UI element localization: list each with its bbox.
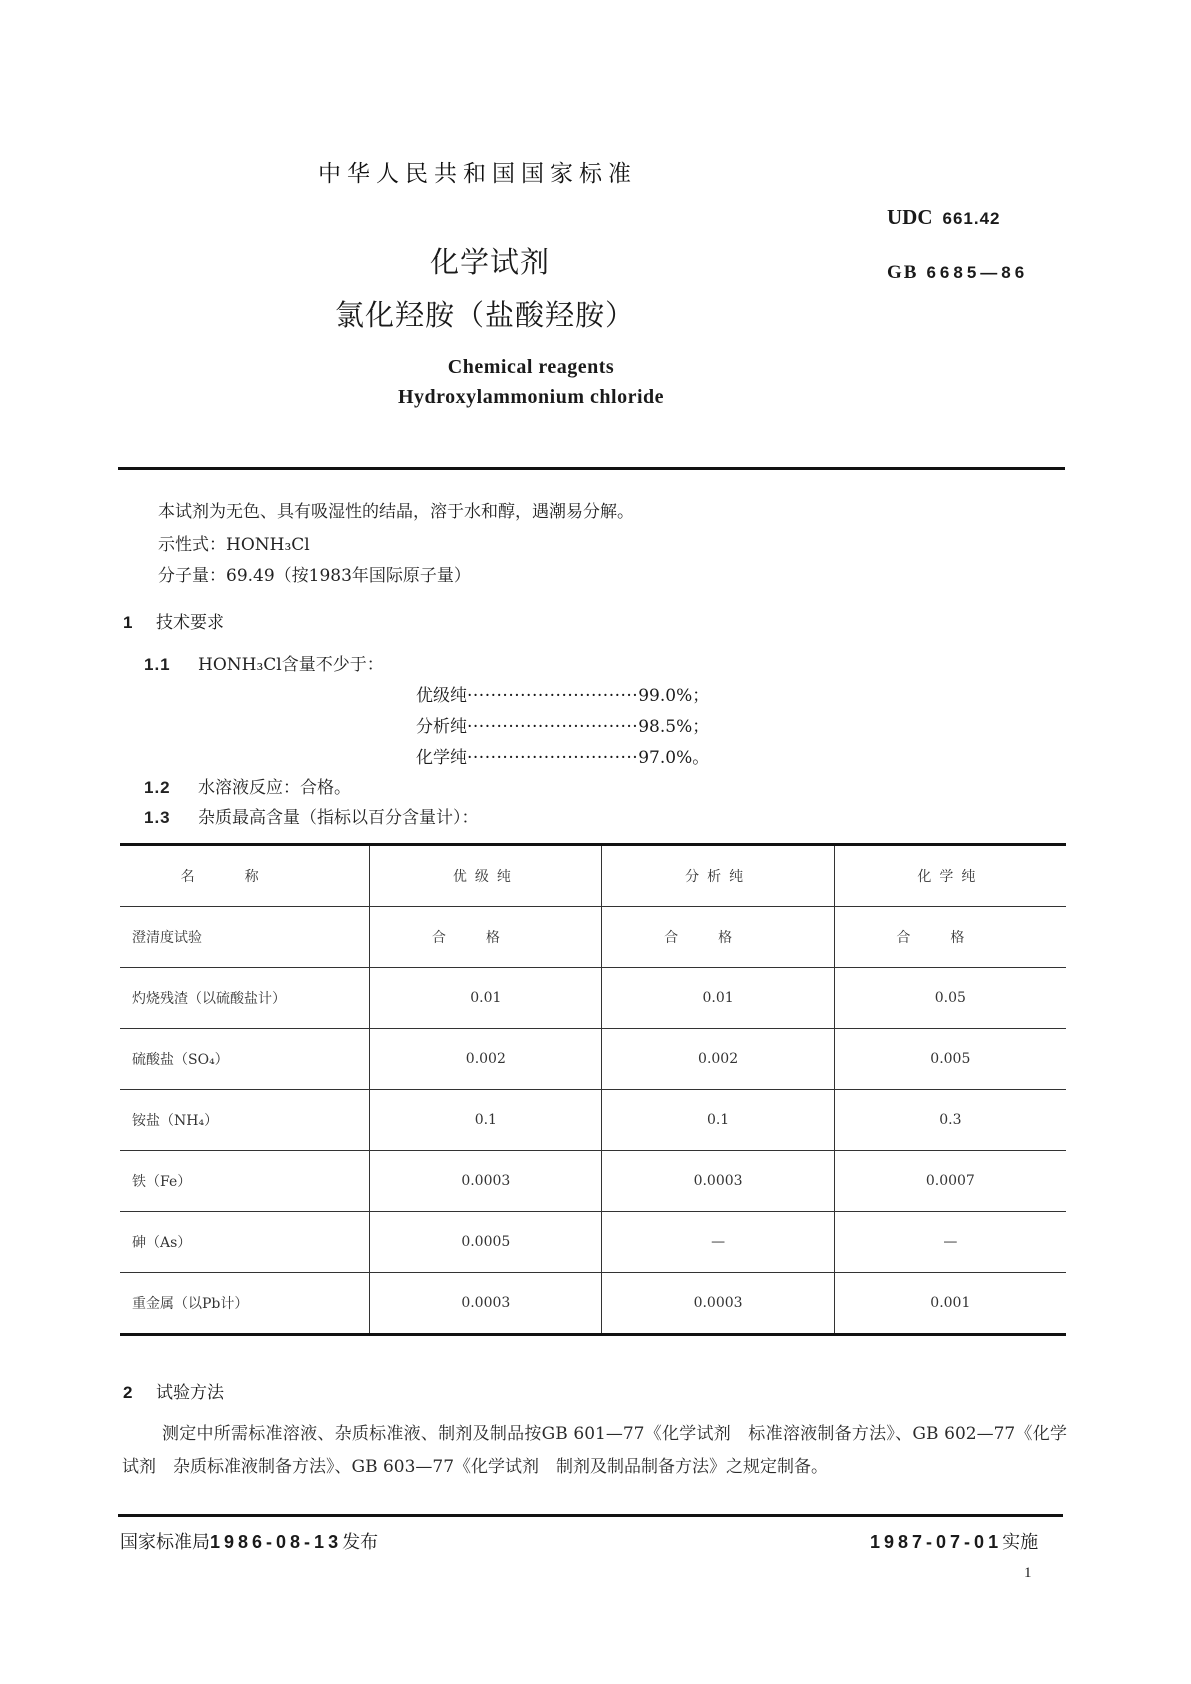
udc-code <box>887 205 1001 230</box>
test-method-paragraph: 测定中所需标准溶液、杂质标准液、制剂及制品按GB 601—77《化学试剂 标准溶液制备方法》、GB 602—77《化学试剂 杂质标准液制备方法》、GB 603—77《化学试剂 制剂及制品制备方法》之规定制备。 <box>122 1424 1067 1477</box>
effective-info <box>870 1528 1038 1554</box>
row-name: 灼烧残渣（以硫酸盐计） <box>120 968 370 1029</box>
molecular-weight-line <box>158 561 471 586</box>
grade-value: 99.0%； <box>638 686 710 706</box>
table-row <box>120 1212 1066 1273</box>
clause-text: HONH₃Cl含量不少于： <box>198 655 384 675</box>
grade-name: 分析纯 <box>416 717 467 737</box>
row-value-1: 0.0003 <box>370 1273 602 1335</box>
row-value-1: 0.0003 <box>370 1151 602 1212</box>
row-value-2: 合格 <box>602 907 834 968</box>
effective-date: 1987-07-01 <box>870 1532 1003 1552</box>
row-value-1: 0.01 <box>370 968 602 1029</box>
row-name: 铵盐（NH₄） <box>120 1090 370 1151</box>
reagent-description: 本试剂为无色、具有吸湿性的结晶，溶于水和醇，遇潮易分解。 <box>158 502 634 522</box>
title-en-line1: Chemical reagents <box>447 356 615 378</box>
section-2-heading <box>123 1378 224 1403</box>
leader-dots: ····························· <box>467 686 639 706</box>
header-analytical-reagent: 分析纯 <box>602 845 834 907</box>
row-name: 砷（As） <box>120 1212 370 1273</box>
table-row <box>120 968 1066 1029</box>
mw-label: 分子量： <box>158 566 226 586</box>
table-header-row <box>120 845 1066 907</box>
table-row <box>120 907 1066 968</box>
mw-value: 69.49（按1983年国际原子量） <box>226 566 471 586</box>
grade-name: 化学纯 <box>416 748 467 768</box>
issue-date: 1986-08-13 <box>210 1532 343 1552</box>
gb-label: GB <box>887 262 919 283</box>
udc-label: UDC <box>887 205 933 229</box>
issuer: 国家标准局 <box>120 1532 210 1553</box>
gb-code <box>887 262 1028 284</box>
row-value-2: 0.01 <box>602 968 834 1029</box>
row-value-2: 0.0003 <box>602 1151 834 1212</box>
row-value-3: — <box>834 1212 1066 1273</box>
row-value-3: 合格 <box>834 907 1066 968</box>
table-row <box>120 1273 1066 1335</box>
section-title: 技术要求 <box>156 613 224 633</box>
row-value-2: 0.0003 <box>602 1273 834 1335</box>
grade-name: 优级纯 <box>416 686 467 706</box>
formula-line <box>158 530 310 555</box>
table-row <box>120 1151 1066 1212</box>
row-value-3: 0.05 <box>834 968 1066 1029</box>
header-divider <box>118 467 1065 470</box>
grade-row-guaranteed <box>416 681 709 706</box>
standard-series-title: 中华人民共和国国家标准 <box>318 161 637 187</box>
grade-row-analytical <box>416 712 709 737</box>
clause-text: 水溶液反应：合格。 <box>198 778 351 798</box>
clause-number: 1.3 <box>144 808 171 827</box>
clause-1-2 <box>144 773 351 798</box>
section-number: 1 <box>123 613 133 632</box>
section-1-heading <box>123 608 224 633</box>
row-name: 重金属（以Pb计） <box>120 1273 370 1335</box>
row-value-1: 0.0005 <box>370 1212 602 1273</box>
grade-row-chemical <box>416 743 709 768</box>
row-name: 硫酸盐（SO₄） <box>120 1029 370 1090</box>
section-number: 2 <box>123 1383 133 1402</box>
effective-suffix: 实施 <box>1002 1532 1039 1553</box>
footer-divider <box>118 1514 1063 1517</box>
header-guaranteed-reagent: 优级纯 <box>370 845 602 907</box>
title-zh-line2: 氯化羟胺（盐酸羟胺） <box>335 298 636 332</box>
leader-dots: ····························· <box>467 748 639 768</box>
row-value-2: 0.002 <box>602 1029 834 1090</box>
row-name: 澄清度试验 <box>120 907 370 968</box>
grade-value: 98.5%； <box>638 717 710 737</box>
row-value-3: 0.001 <box>834 1273 1066 1335</box>
title-en-line2: Hydroxylammonium chloride <box>397 386 665 408</box>
title-zh-line1: 化学试剂 <box>430 245 551 279</box>
udc-value: 661.42 <box>942 209 1001 228</box>
table-row <box>120 1029 1066 1090</box>
row-name: 铁（Fe） <box>120 1151 370 1212</box>
formula-label: 示性式： <box>158 535 226 555</box>
clause-text: 杂质最高含量（指标以百分含量计）： <box>198 808 479 828</box>
clause-number: 1.1 <box>144 655 171 674</box>
issue-info <box>120 1528 378 1554</box>
row-value-3: 0.005 <box>834 1029 1066 1090</box>
row-value-1: 0.1 <box>370 1090 602 1151</box>
gb-value: 6685—86 <box>926 263 1029 282</box>
row-value-2: 0.1 <box>602 1090 834 1151</box>
section-title: 试验方法 <box>156 1383 224 1403</box>
impurity-table <box>120 843 1066 1336</box>
grade-value: 97.0%。 <box>638 748 710 768</box>
header-chemically-pure: 化学纯 <box>834 845 1066 907</box>
clause-1-1 <box>144 650 384 675</box>
clause-number: 1.2 <box>144 778 171 797</box>
leader-dots: ····························· <box>467 717 639 737</box>
issue-suffix: 发布 <box>342 1532 379 1553</box>
header-name: 名称 <box>120 845 370 907</box>
clause-1-3 <box>144 803 479 828</box>
page-number: 1 <box>1024 1565 1032 1581</box>
row-value-1: 0.002 <box>370 1029 602 1090</box>
row-value-3: 0.0007 <box>834 1151 1066 1212</box>
row-value-1: 合格 <box>370 907 602 968</box>
row-value-2: — <box>602 1212 834 1273</box>
row-value-3: 0.3 <box>834 1090 1066 1151</box>
table-row <box>120 1090 1066 1151</box>
formula-value: HONH₃Cl <box>226 535 310 555</box>
